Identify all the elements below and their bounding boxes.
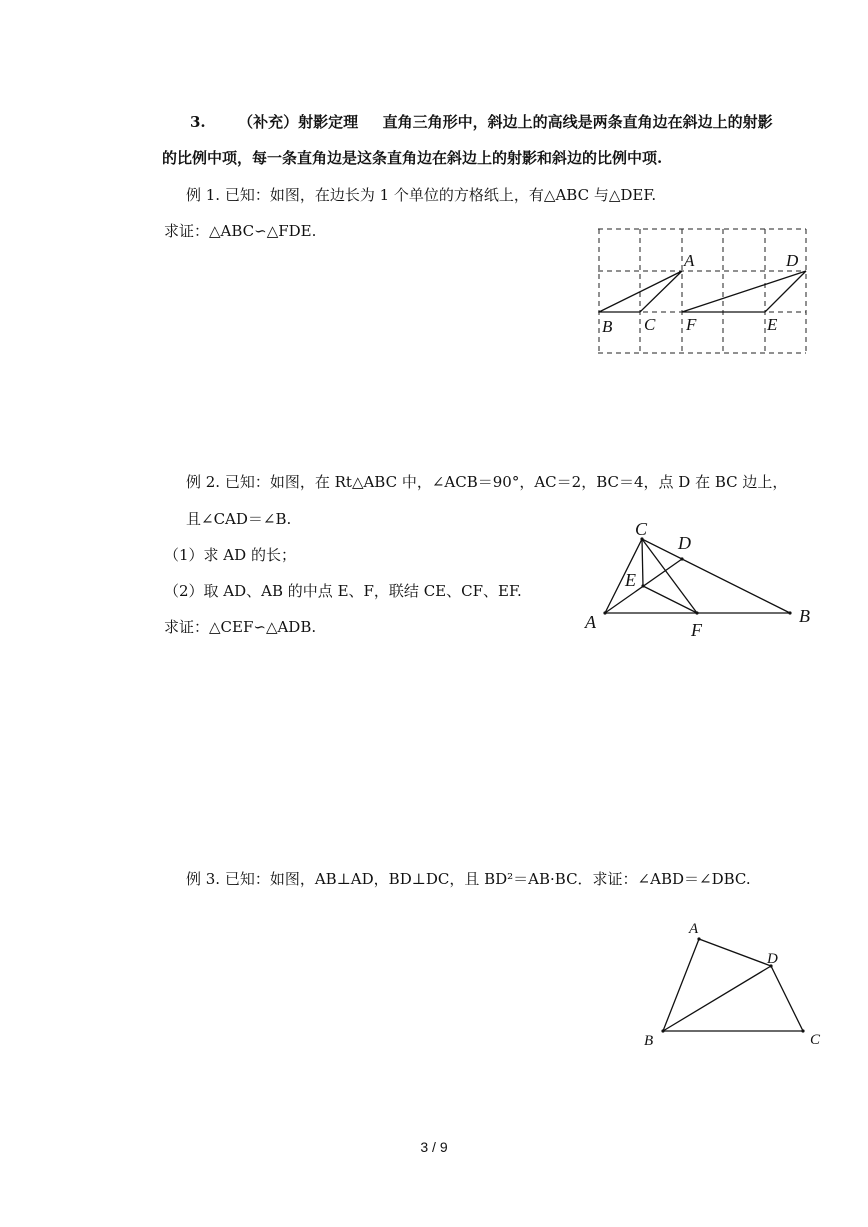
ex2-line1: 例 2. 已知：如图，在 Rt△ABC 中，∠ACB＝90°，AC＝2，BC＝4，点 D 在 BC 边上， [186, 473, 788, 491]
ex1-figure [598, 228, 810, 358]
ex2-segment-ef [643, 586, 697, 613]
ex1-label-c: C [644, 315, 656, 334]
ex1-label-d: D [786, 251, 799, 270]
ex1-grid [598, 229, 806, 353]
section3-heading [190, 112, 773, 132]
ex1-triangle-def [682, 271, 806, 312]
ex2-point-f [695, 611, 698, 614]
ex2-label-c: C [635, 519, 648, 539]
ex3-point-a [697, 937, 700, 940]
ex2-point-a [603, 611, 606, 614]
ex2-line4: （2）取 AD、AB 的中点 E、F，联结 CE、CF、EF. [164, 582, 522, 600]
ex3-label-a: A [689, 921, 699, 937]
section3-text1: 直角三角形中，斜边上的高线是两条直角边在斜边上的射影 [382, 113, 773, 131]
ex1-label-b: B [602, 317, 613, 336]
ex3-segment-bd [663, 966, 771, 1031]
ex2-segment-ce [642, 539, 643, 586]
ex2-line5: 求证：△CEF∽△ADB. [164, 618, 317, 636]
ex3-label-c: C [810, 1032, 821, 1048]
ex2-point-d [680, 557, 683, 560]
ex1-label-a: A [684, 251, 695, 270]
ex2-label-d: D [678, 533, 691, 553]
ex3-label-b: B [644, 1033, 654, 1049]
ex3-quadrilateral-abcd [663, 939, 803, 1031]
ex2-label-f: F [691, 620, 702, 640]
ex3-label-d: D [767, 951, 778, 967]
ex3-point-c [801, 1029, 804, 1032]
section3-tag: （补充）射影定理 [238, 113, 359, 131]
ex1-line1: 例 1. 已知：如图，在边长为 1 个单位的方格纸上，有△ABC 与△DEF. [186, 186, 657, 204]
page-number: 3 / 9 [420, 1139, 448, 1155]
ex2-point-b [788, 611, 791, 614]
ex1-label-e: E [767, 315, 778, 334]
ex2-label-e: E [625, 570, 636, 590]
section3-number: 3. [190, 113, 206, 131]
ex3-figure [638, 915, 828, 1055]
section3-text2: 的比例中项，每一条直角边是这条直角边在斜边上的射影和斜边的比例中项. [162, 149, 663, 167]
ex3-line1: 例 3. 已知：如图，AB⊥AD，BD⊥DC，且 BD²＝AB·BC．求证：∠ABD＝∠DBC. [186, 870, 751, 888]
ex2-line2: 且∠CAD＝∠B. [186, 510, 292, 528]
ex2-point-e [641, 584, 644, 587]
ex2-line3: （1）求 AD 的长； [164, 546, 296, 564]
ex2-label-b: B [799, 606, 810, 626]
ex3-point-b [661, 1029, 664, 1032]
ex1-line2: 求证：△ABC∽△FDE. [164, 222, 317, 240]
ex2-label-a: A [585, 612, 596, 632]
ex2-figure [580, 518, 820, 648]
ex1-label-f: F [686, 315, 697, 334]
